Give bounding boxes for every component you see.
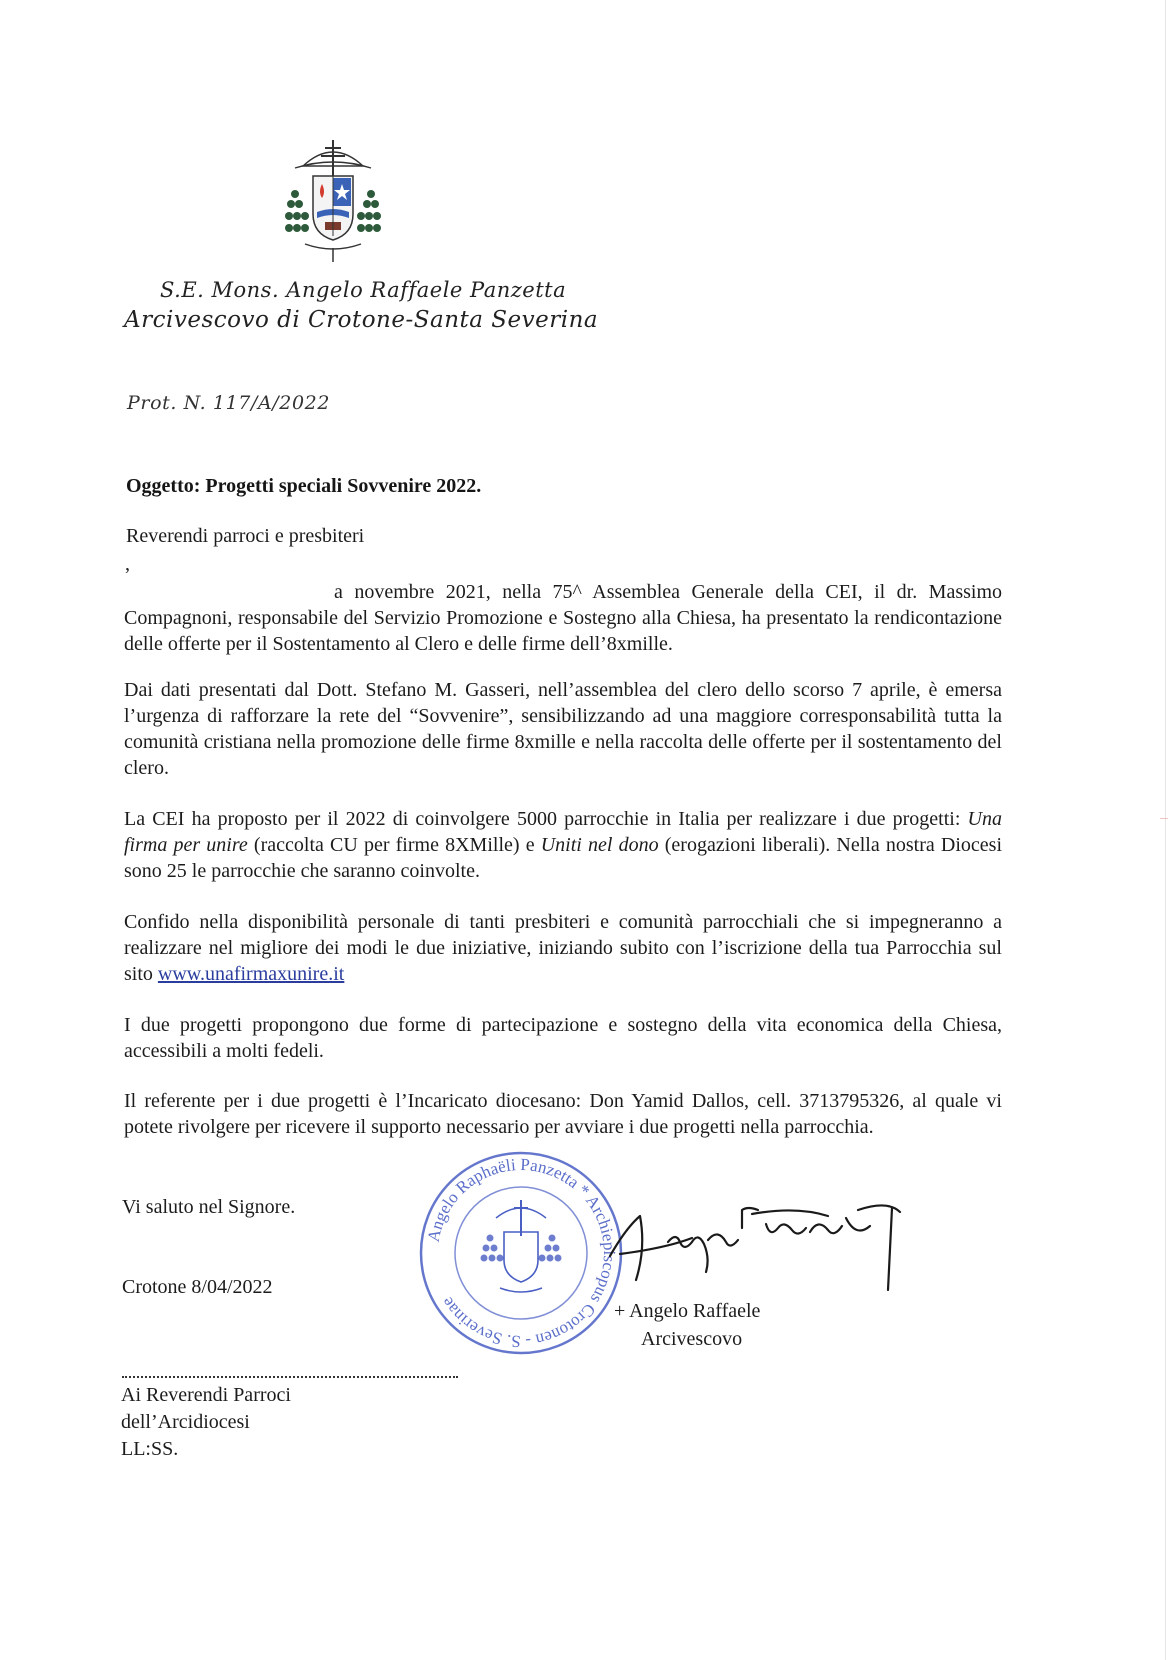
paragraph-1: a novembre 2021, nella 75^ Assemblea Generale della CEI, il dr. Massimo Compagnoni, responsabile del Servizio Promozione e Sostegno alla Chiesa, ha presentato la rendicontazione delle offerte per il Sostentamento al Clero e delle firme dell’8xmille. [124,581,1002,655]
header-name: S.E. Mons. Angelo Raffaele Panzetta [160,278,567,302]
recipient-line: LL:SS. [121,1438,179,1460]
recipient-line: dell’Arcidiocesi [121,1411,250,1433]
coat-of-arms-icon [285,136,381,266]
paragraph-3-lead: La CEI ha proposto per il 2022 di coinvolgere 5000 parrocchie in Italia per realizzare i due progetti: [124,808,968,830]
paragraph-4 [124,909,1002,987]
page-edge [1165,0,1166,1660]
paragraph-4-text: Confido nella disponibilità personale di tanti presbiteri e comunità parrocchiali che si impegneranno a realizzare nel migliore dei modi le due iniziative, iniziando subito con l’iscrizione della tua Parrocchia sul sito [124,911,1002,985]
project-2-note: (erogazioni liberali). Nella nostra Diocesi sono 25 le parrocchie che saranno coinvolte. [124,834,1002,882]
paragraph-5: I due progetti propongono due forme di partecipazione e sostegno della vita economica della Chiesa, accessibili a molti fedeli. [124,1014,1002,1062]
signer-role: Arcivescovo [641,1328,743,1350]
website-link[interactable]: www.unafirmaxunire.it [157,963,345,985]
project-una-firma-per-unire: Una firma per unire [124,808,1002,856]
handwritten-signature [606,1198,946,1308]
archbishop-seal-stamp [416,1148,626,1358]
margin-mark [1160,818,1168,819]
separator-line [122,1376,458,1378]
protocol-number: Prot. N. 117/A/2022 [127,392,331,414]
seal-legend: Angelo Raphaëli Panzetta * Archiepiscopus Crotonen - S. Severinae [423,1154,620,1352]
stray-mark: , [125,553,130,575]
salutation: Reverendi parroci e presbiteri [126,525,365,547]
signer-name: + Angelo Raffaele [614,1300,761,1322]
subject-line: Oggetto: Progetti speciali Sovvenire 2022. [126,475,482,497]
project-uniti-nel-dono: Uniti nel dono [540,834,659,856]
recipient-line: Ai Reverendi Parroci [121,1384,291,1406]
header-title: Arcivescovo di Crotone-Santa Severina [124,307,599,333]
place-and-date: Crotone 8/04/2022 [122,1276,273,1298]
paragraph-3 [124,806,1002,884]
paragraph-6: Il referente per i due progetti è l’Incaricato diocesano: Don Yamid Dallos, cell. 3713795326, al quale vi potete rivolgere per ricevere il supporto necessario per avviare i due progetti nella parrocchia. [124,1090,1002,1138]
recipients-block [121,1382,291,1463]
closing-greeting: Vi saluto nel Signore. [122,1196,296,1218]
paragraph-2: Dai dati presentati dal Dott. Stefano M. Gasseri, nell’assemblea del clero dello scorso 7 aprile, è emersa l’urgenza di rafforzare la rete del “Sovvenire”, sensibilizzando ad una maggiore corresponsabilità tutta la comunità cristiana nella promozione delle firme 8xmille e nella raccolta delle offerte per il sostentamento del clero. [124,679,1002,779]
svg-text:Angelo Raphaëli Panzetta * Arc [424,1155,619,1351]
project-1-note: (raccolta CU per firme 8XMille) e [247,834,541,856]
